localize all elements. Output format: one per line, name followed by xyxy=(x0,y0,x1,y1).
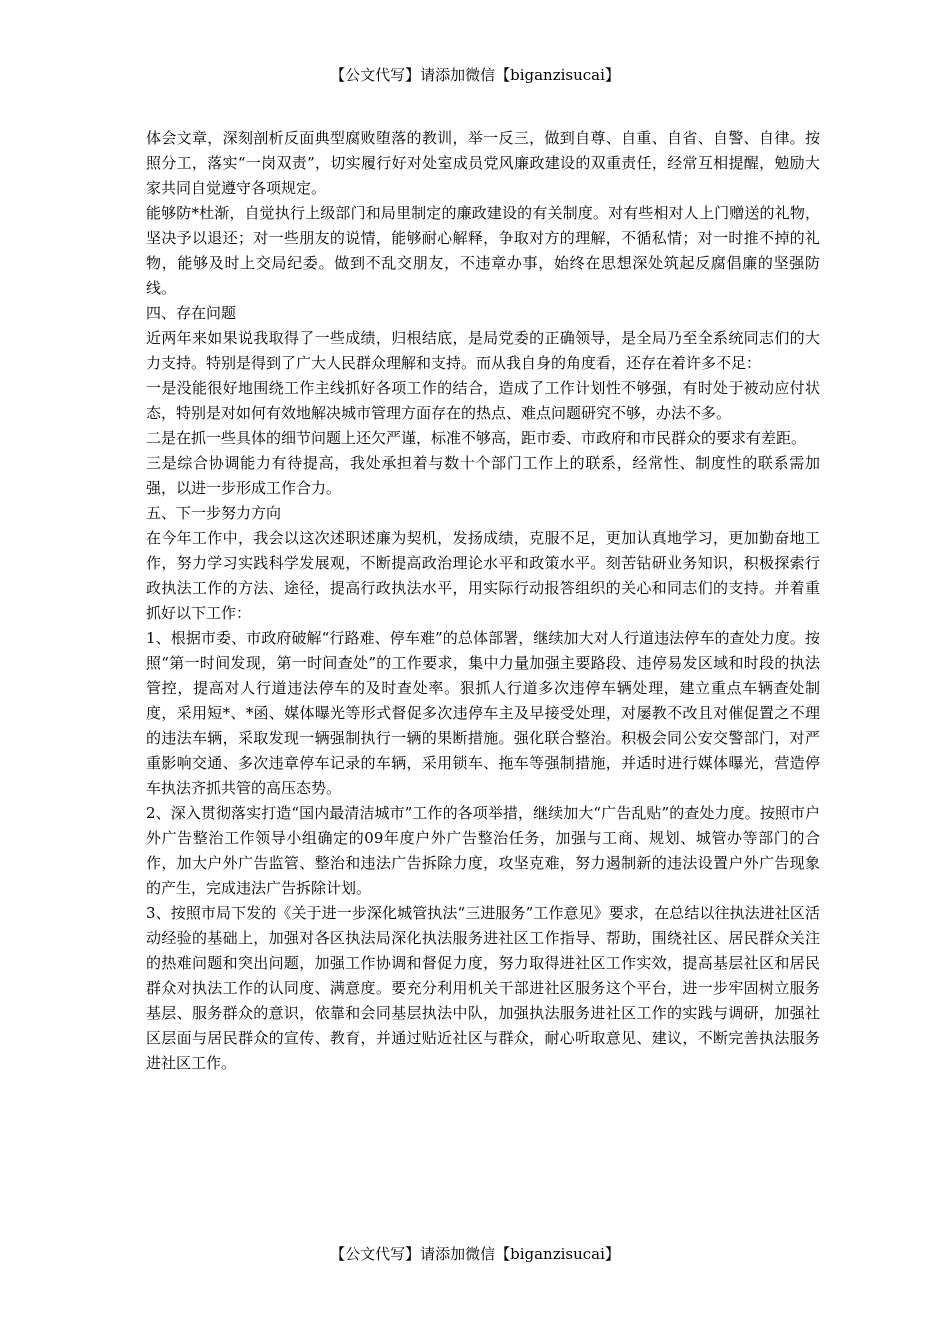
paragraph: 一是没能很好地围绕工作主线抓好各项工作的结合，造成了工作计划性不够强，有时处于被动应付状态，特别是对如何有效地解决城市管理方面存在的热点、难点问题研究不够，办法不多。 xyxy=(146,379,820,422)
page-header: 【公文代写】请添加微信【biganzisucai】 xyxy=(330,66,620,84)
document-body xyxy=(146,126,820,1076)
section-heading: 四、存在问题 xyxy=(146,304,237,322)
paragraph: 体会文章，深刻剖析反面典型腐败堕落的教训，举一反三，做到自尊、自重、自省、自警、自律。按照分工，落实“一岗双责”，切实履行好对处室成员党风廉政建设的双重责任，经常互相提醒，勉励大家共同自觉遵守各项规定。 xyxy=(146,129,820,197)
paragraph: 三是综合协调能力有待提高，我处承担着与数十个部门工作上的联系，经常性、制度性的联系需加强，以进一步形成工作合力。 xyxy=(146,454,820,497)
page-footer: 【公文代写】请添加微信【biganzisucai】 xyxy=(330,1245,620,1263)
paragraph: 近两年来如果说我取得了一些成绩，归根结底，是局党委的正确领导，是全局乃至全系统同志们的大力支持。特别是得到了广大人民群众理解和支持。而从我自身的角度看，还存在着许多不足： xyxy=(146,329,820,372)
paragraph: 二是在抓一些具体的细节问题上还欠严谨，标准不够高，距市委、市政府和市民群众的要求有差距。 xyxy=(146,429,807,447)
paragraph: 3、按照市局下发的《关于进一步深化城管执法“三进服务”工作意见》要求，在总结以往执法进社区活动经验的基础上，加强对各区执法局深化执法服务进社区工作指导、帮助，围绕社区、居民群众关注的热难问题和突出问题，加强工作协调和督促力度，努力取得进社区工作实效，提高基层社区和居民群众对执法工作的认同度、满意度。要充分利用机关干部进社区服务这个平台，进一步牢固树立服务基层、服务群众的意识，依靠和会同基层执法中队，加强执法服务进社区工作的实践与调研，加强社区层面与居民群众的宣传、教育，并通过贴近社区与群众，耐心听取意见、建议，不断完善执法服务进社区工作。 xyxy=(146,904,820,1072)
paragraph: 2、深入贯彻落实打造“国内最清洁城市”工作的各项举措，继续加大“广告乱贴”的查处力度。按照市户外广告整治工作领导小组确定的09年度户外广告整治任务，加强与工商、规划、城管办等部门的合作，加大户外广告监管、整治和违法广告拆除力度，攻坚克难，努力遏制新的违法设置户外广告现象的产生，完成违法广告拆除计划。 xyxy=(146,804,820,897)
paragraph: 能够防*杜渐，自觉执行上级部门和局里制定的廉政建设的有关制度。对有些相对人上门赠送的礼物，坚决予以退还；对一些朋友的说情，能够耐心解释，争取对方的理解，不循私情；对一时推不掉的礼物，能够及时上交局纪委。做到不乱交朋友，不违章办事，始终在思想深处筑起反腐倡廉的坚强防线。 xyxy=(146,204,820,297)
paragraph: 1、根据市委、市政府破解“行路难、停车难”的总体部署，继续加大对人行道违法停车的查处力度。按照“第一时间发现，第一时间查处”的工作要求，集中力量加强主要路段、违停易发区域和时段的执法管控，提高对人行道违法停车的及时查处率。狠抓人行道多次违停车辆处理，建立重点车辆查处制度，采用短*、*函、媒体曝光等形式督促多次违停车主及早接受处理，对屡教不改且对催促置之不理的违法车辆，采取发现一辆强制执行一辆的果断措施。强化联合整治。积极会同公安交警部门，对严重影响交通、多次违章停车记录的车辆，采用锁车、拖车等强制措施，并适时进行媒体曝光，营造停车执法齐抓共管的高压态势。 xyxy=(146,629,820,797)
paragraph: 在今年工作中，我会以这次述职述廉为契机，发扬成绩，克服不足，更加认真地学习，更加勤奋地工作，努力学习实践科学发展观，不断提高政治理论水平和政策水平。刻苦钻研业务知识，积极探索行政执法工作的方法、途径，提高行政执法水平，用实际行动报答组织的关心和同志们的支持。并着重抓好以下工作： xyxy=(146,529,820,622)
section-heading: 五、下一步努力方向 xyxy=(146,504,282,522)
